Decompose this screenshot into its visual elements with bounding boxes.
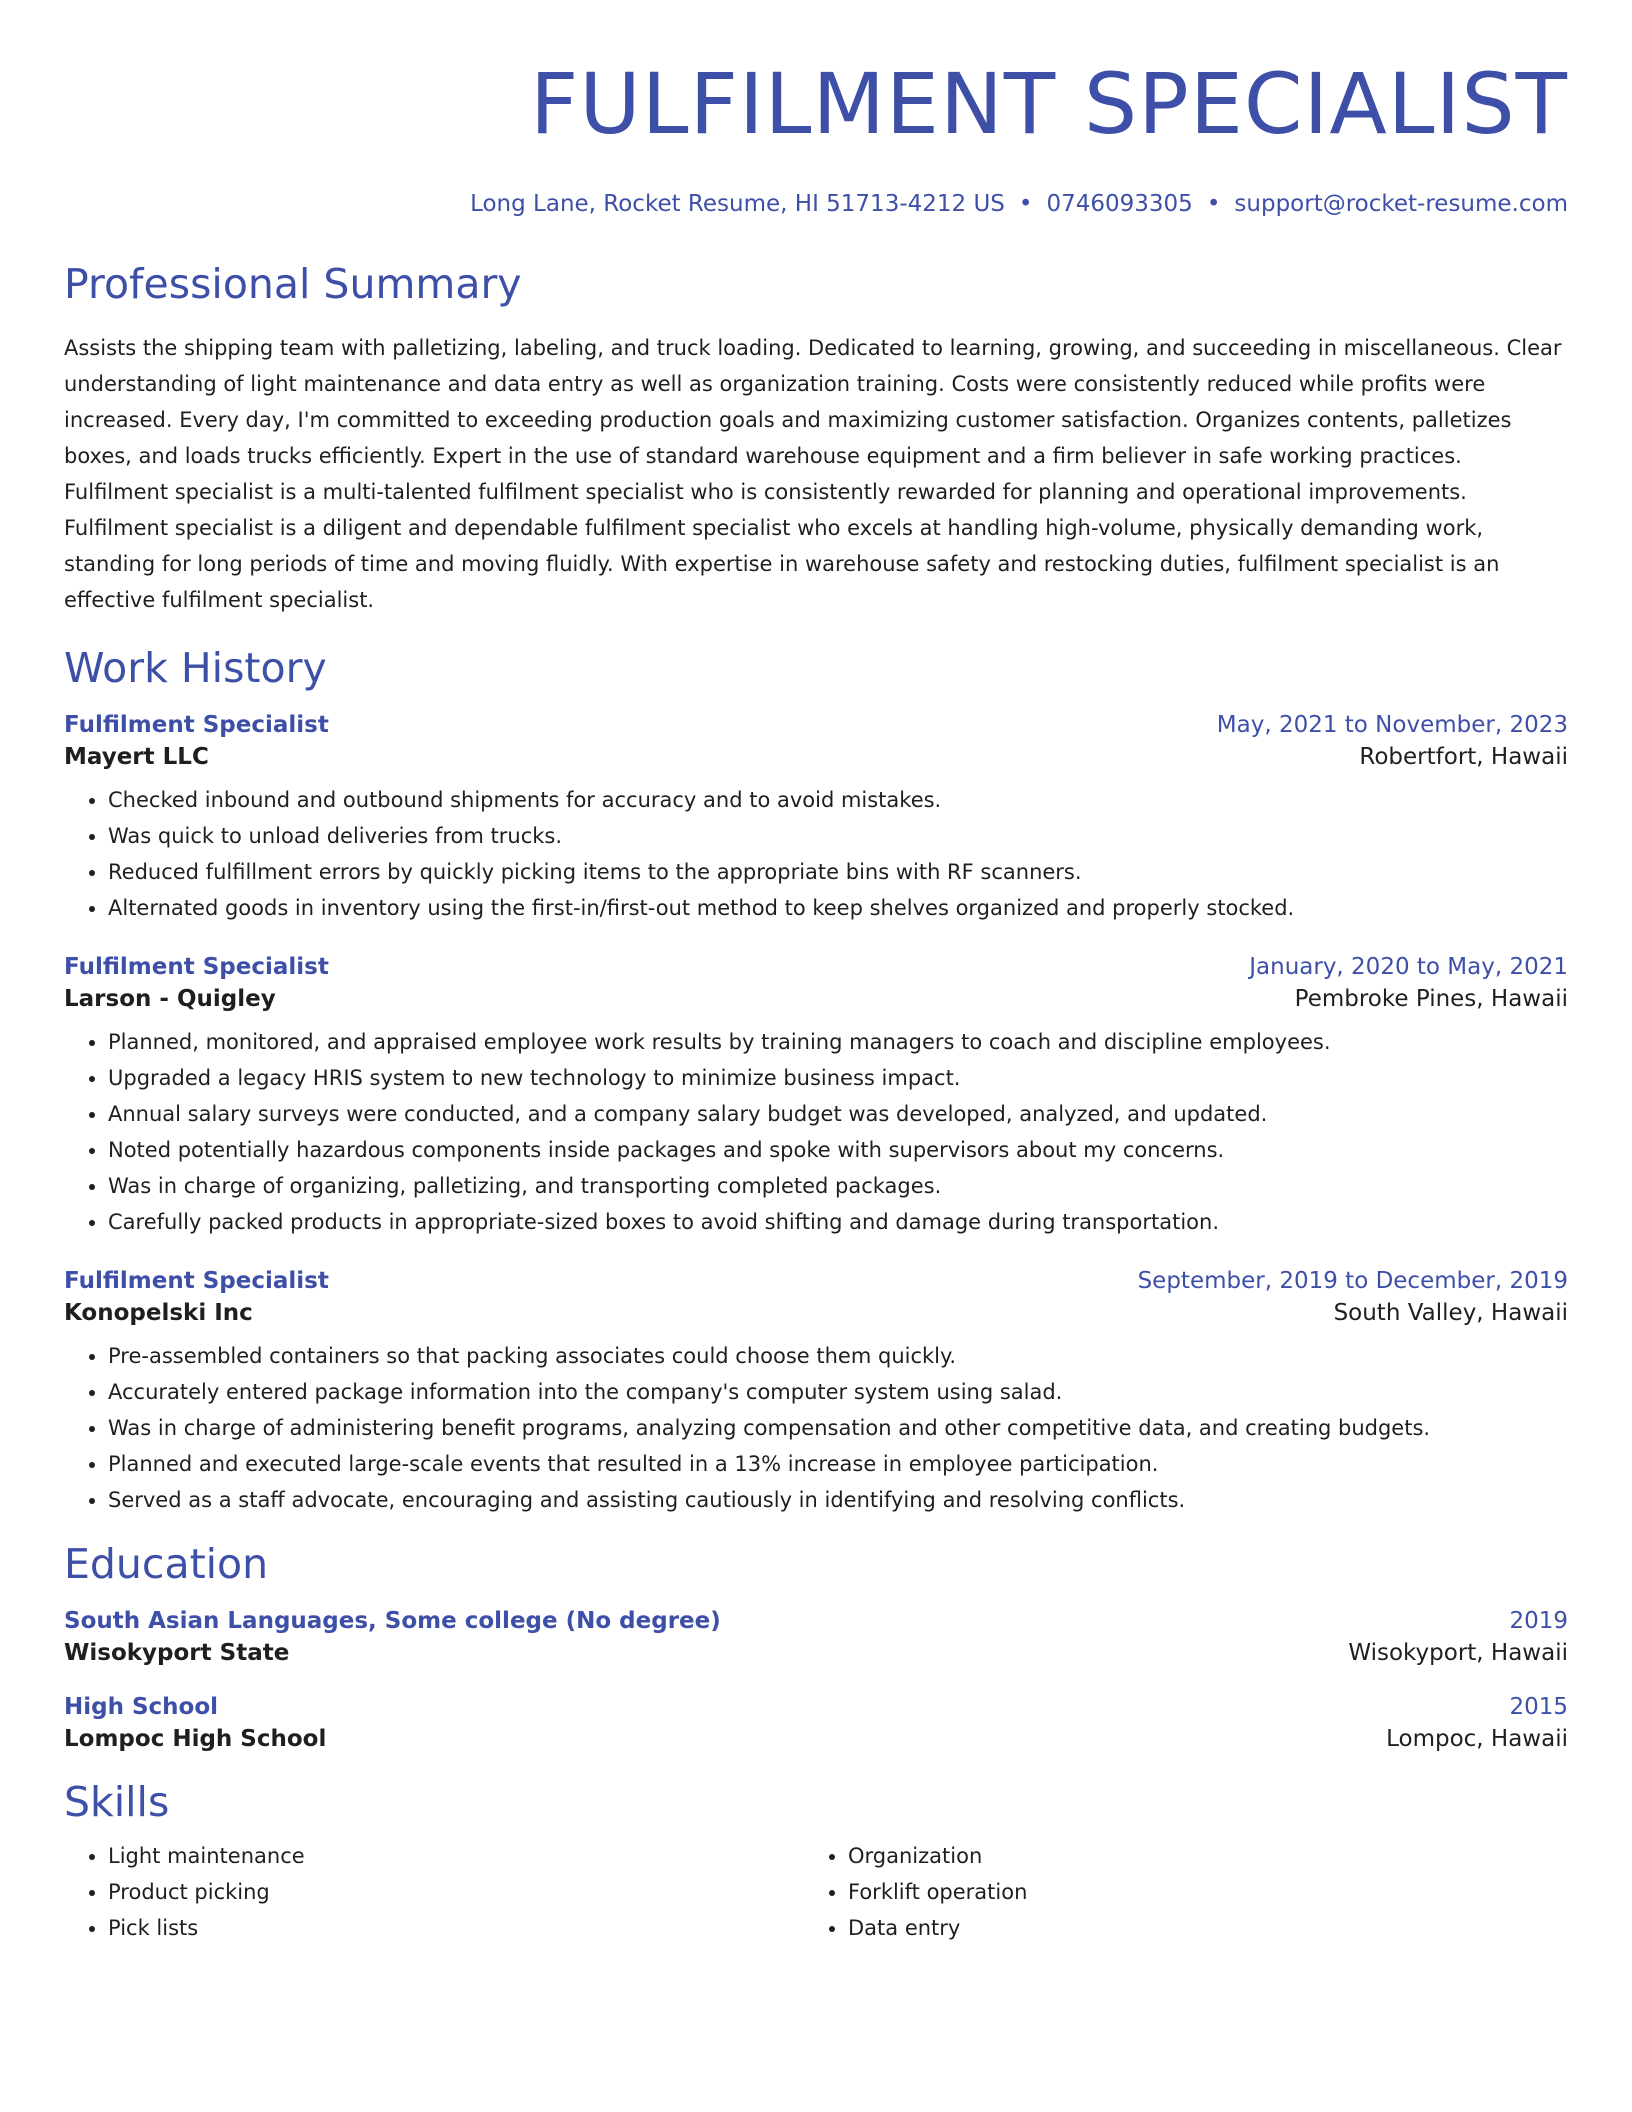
education-entry: [64, 1608, 1568, 1666]
job-bullets: [64, 782, 1568, 926]
list-item: • Alternated goods in inventory using the first-in/first-out method to keep shelves organized and properly stocked.: [108, 890, 1568, 926]
education-year: 2015: [1509, 1694, 1568, 1720]
education-degree-row: [64, 1694, 1568, 1720]
job-title-row: [64, 954, 1568, 980]
skill-item: • Organization: [848, 1838, 1544, 1874]
skill-item: • Forklift operation: [848, 1874, 1544, 1910]
job-location: South Valley, Hawaii: [1333, 1300, 1568, 1326]
work-history-section: [64, 642, 1568, 1518]
skills-left-list: [64, 1838, 804, 1946]
education-degree: High School: [64, 1694, 219, 1720]
education-school: Wisokyport State: [64, 1640, 290, 1666]
skill-item: • Pick lists: [108, 1910, 804, 1946]
job-title: Fulfilment Specialist: [64, 712, 329, 738]
education-school-row: [64, 1640, 1568, 1666]
skill-item: • Data entry: [848, 1910, 1544, 1946]
job-company: Mayert LLC: [64, 744, 209, 770]
education-section: [64, 1538, 1568, 1752]
skill-item: • Product picking: [108, 1874, 804, 1910]
job-title-row: [64, 1268, 1568, 1294]
contact-line: [64, 188, 1568, 220]
education-location: Lompoc, Hawaii: [1386, 1726, 1568, 1752]
education-degree: South Asian Languages, Some college (No degree): [64, 1608, 721, 1634]
list-item: • Served as a staff advocate, encouraging and assisting cautiously in identifying and resolving conflicts.: [108, 1482, 1568, 1518]
job-entry: [64, 954, 1568, 1240]
summary-section: [64, 258, 1568, 618]
education-entry: [64, 1694, 1568, 1752]
job-company-row: [64, 986, 1568, 1012]
list-item: • Upgraded a legacy HRIS system to new technology to minimize business impact.: [108, 1060, 1568, 1096]
job-entry: [64, 1268, 1568, 1518]
resume-header: [64, 0, 1568, 220]
candidate-name: FULFILMENT SPECIALIST: [529, 55, 1568, 153]
job-company-row: [64, 744, 1568, 770]
work-history-heading: Work History: [64, 644, 327, 692]
list-item: • Planned and executed large-scale events that resulted in a 13% increase in employee participation.: [108, 1446, 1568, 1482]
education-school: Lompoc High School: [64, 1726, 327, 1752]
skill-item: • Light maintenance: [108, 1838, 804, 1874]
education-school-row: [64, 1726, 1568, 1752]
list-item: • Was in charge of administering benefit programs, analyzing compensation and other competitive data, and creating budgets.: [108, 1410, 1568, 1446]
list-item: • Pre-assembled containers so that packing associates could choose them quickly.: [108, 1338, 1568, 1374]
list-item: • Was in charge of organizing, palletizing, and transporting completed packages.: [108, 1168, 1568, 1204]
contact-separator: •: [1206, 191, 1221, 217]
education-location: Wisokyport, Hawaii: [1348, 1640, 1568, 1666]
job-entry: [64, 712, 1568, 926]
skills-right-list: [804, 1838, 1544, 1946]
job-title: Fulfilment Specialist: [64, 954, 329, 980]
job-bullets: [64, 1338, 1568, 1518]
skills-section: [64, 1776, 1568, 1946]
contact-address: Long Lane, Rocket Resume, HI 51713-4212 US: [470, 191, 1005, 217]
list-item: • Reduced fulfillment errors by quickly picking items to the appropriate bins with RF scanners.: [108, 854, 1568, 890]
contact-phone: 0746093305: [1046, 191, 1193, 217]
skills-heading: Skills: [64, 1778, 170, 1826]
job-bullets: [64, 1024, 1568, 1240]
list-item: • Annual salary surveys were conducted, and a company salary budget was developed, analyzed, and updated.: [108, 1096, 1568, 1132]
list-item: • Planned, monitored, and appraised employee work results by training managers to coach and discipline employees.: [108, 1024, 1568, 1060]
job-dates: September, 2019 to December, 2019: [1137, 1268, 1568, 1294]
job-title: Fulfilment Specialist: [64, 1268, 329, 1294]
list-item: • Accurately entered package information into the company's computer system using salad.: [108, 1374, 1568, 1410]
job-location: Pembroke Pines, Hawaii: [1294, 986, 1568, 1012]
job-dates: May, 2021 to November, 2023: [1216, 712, 1568, 738]
list-item: • Carefully packed products in appropriate-sized boxes to avoid shifting and damage during transportation.: [108, 1204, 1568, 1240]
skills-grid: [64, 1838, 1568, 1946]
job-company: Konopelski Inc: [64, 1300, 253, 1326]
contact-email: support@rocket-resume.com: [1234, 191, 1568, 217]
education-year: 2019: [1509, 1608, 1568, 1634]
job-company-row: [64, 1300, 1568, 1326]
list-item: • Was quick to unload deliveries from trucks.: [108, 818, 1568, 854]
summary-text: Assists the shipping team with palletizing, labeling, and truck loading. Dedicated to learning, growing, and succeeding in miscellaneous. Clear understanding of light maintenance and data entry as well as organization training. Costs were consistently reduced while profits were increased. Every day, I'm committed to exceeding production goals and maximizing customer satisfaction. Organizes contents, palletizes boxes, and loads trucks efficiently. Expert in the use of standard warehouse equipment and a firm believer in safe working practices. Fulfilment specialist is a multi-talented fulfilment specialist who is consistently rewarded for planning and operational improvements. Fulfilment specialist is a diligent and dependable fulfilment specialist who excels at handling high-volume, physically demanding work, standing for long periods of time and moving fluidly. With expertise in warehouse safety and restocking duties, fulfilment specialist is an effective fulfilment specialist.: [64, 336, 1562, 612]
job-dates: January, 2020 to May, 2021: [1249, 954, 1568, 980]
job-company: Larson - Quigley: [64, 986, 276, 1012]
list-item: • Checked inbound and outbound shipments for accuracy and to avoid mistakes.: [108, 782, 1568, 818]
list-item: • Noted potentially hazardous components inside packages and spoke with supervisors about my concerns.: [108, 1132, 1568, 1168]
summary-heading: Professional Summary: [64, 260, 522, 308]
education-degree-row: [64, 1608, 1568, 1634]
job-location: Robertfort, Hawaii: [1359, 744, 1568, 770]
job-title-row: [64, 712, 1568, 738]
education-heading: Education: [64, 1540, 269, 1588]
contact-separator: •: [1018, 191, 1033, 217]
